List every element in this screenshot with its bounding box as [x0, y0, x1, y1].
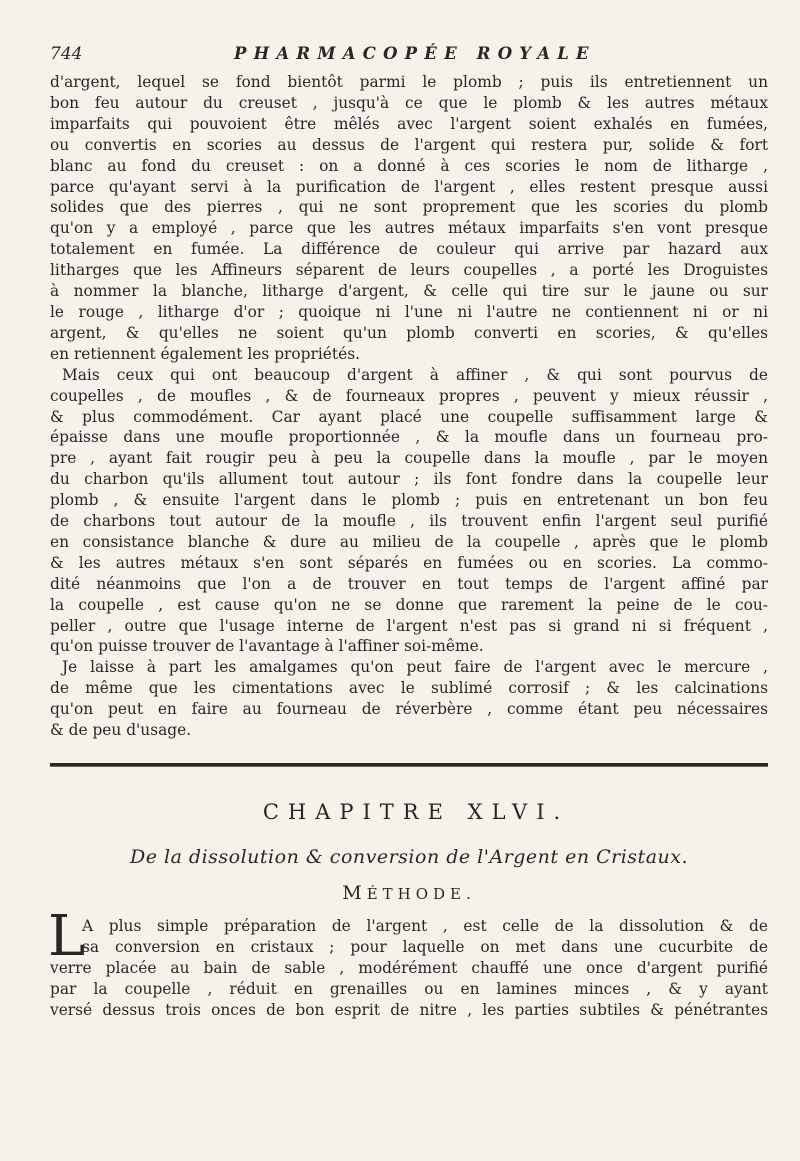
text-line: peller , outre que l'usage interne de l'argent n'est pas si grand ni si fréquent , — [50, 616, 768, 635]
text-line: coupelles , de moufles , & de fourneaux propres , peuvent y mieux réussir , — [50, 386, 768, 405]
running-head — [50, 44, 768, 66]
method-heading-initial: M — [342, 882, 367, 904]
text-line: blanc au fond du creuset : on a donné à ces scories le nom de litharge , — [50, 156, 768, 175]
text-line: parce qu'ayant servi à la purification de l'argent , elles restent presque aussi — [50, 177, 768, 196]
text-line: à nommer la blanche, litharge d'argent, & celle qui tire sur le jaune ou sur — [50, 282, 768, 301]
text-line: imparfaits qui pouvoient être mêlés avec l'argent soient exhalés en fumées, — [50, 114, 768, 133]
paragraph-3 — [50, 657, 768, 741]
text-line: en consistance blanche & dure au milieu de la coupelle , après que le plomb — [50, 532, 768, 551]
text-line: A plus simple préparation de l'argent , est celle de la dissolution & de — [82, 917, 768, 935]
text-line: Je laisse à part les amalgames qu'on peut faire de l'argent avec le mercure , — [62, 658, 768, 677]
text-line: & plus commodément. Car ayant placé une coupelle suffisamment large & — [50, 407, 768, 426]
chapter-heading: CHAPITRE XLVI. — [262, 800, 570, 824]
section-divider — [50, 763, 768, 767]
text-line: qu'on y a employé , parce que les autres métaux imparfaits s'en vont presque — [50, 219, 768, 238]
running-title: PHARMACOPÉE ROYALE — [234, 44, 596, 63]
text-line: versé dessus trois onces de bon esprit de nitre , les parties subtiles & pénétrantes — [50, 1000, 768, 1019]
text-line: totalement en fumée. La différence de couleur qui arrive par hazard aux — [50, 240, 768, 259]
book-page — [50, 44, 768, 1021]
text-line: & les autres métaux s'en sont séparés en fumées ou en scories. La commo- — [50, 553, 768, 572]
text-line: par la coupelle , réduit en grenailles ou en lamines minces , & y ayant — [50, 979, 768, 998]
method-heading — [50, 882, 768, 904]
text-line: bon feu autour du creuset , jusqu'à ce que le plomb & les autres métaux — [50, 93, 768, 112]
text-line: du charbon qu'ils allument tout autour ; ils font fondre dans la coupelle leur — [50, 470, 768, 489]
text-line: solides que des pierres , qui ne sont proprement que les scories du plomb — [50, 198, 768, 217]
text-line: pre , ayant fait rougir peu à peu la coupelle dans la moufle , par le moyen — [50, 449, 768, 468]
text-line: sa conversion en cristaux ; pour laquelle on met dans une cucurbite de — [82, 937, 768, 956]
text-line: de charbons tout autour de la moufle , ils trouvent enfin l'argent seul purifié — [50, 512, 768, 531]
paragraph-1 — [50, 72, 768, 365]
paragraph-2 — [50, 365, 768, 658]
text-line: argent, & qu'elles ne soient qu'un plomb converti en scories, & qu'elles — [50, 323, 768, 342]
text-line: d'argent, lequel se fond bientôt parmi le plomb ; puis ils entretiennent un — [50, 73, 768, 91]
text-line: qu'on puisse trouver de l'avantage à l'affiner soi-même. — [50, 637, 484, 656]
method-heading-rest: ÉTHODE. — [366, 885, 476, 903]
page-number: 744 — [50, 44, 83, 64]
text-line: ou convertis en scories au dessus de l'argent qui restera pur, solide & fort — [50, 135, 768, 154]
drop-cap: L — [48, 904, 86, 969]
text-line: épaisse dans une moufle proportionnée , & la moufle dans un fourneau pro- — [50, 428, 768, 447]
text-line: Mais ceux qui ont beaucoup d'argent à affiner , & qui sont pourvus de — [62, 365, 768, 384]
text-line: de même que les cimentations avec le sublimé corrosif ; & les calcinations — [50, 679, 768, 698]
text-line: verre placée au bain de sable , modérément chauffé une once d'argent purifié — [50, 958, 768, 977]
method-paragraph — [48, 904, 768, 1021]
chapter-subtitle: De la dissolution & conversion de l'Argent en Cristaux. — [129, 846, 689, 868]
text-line: dité néanmoins que l'on a de trouver en tout temps de l'argent affiné par — [50, 574, 768, 593]
text-line: le rouge , litharge d'or ; quoique ni l'une ni l'autre ne contiennent ni or ni — [50, 302, 768, 321]
text-line: & de peu d'usage. — [50, 721, 192, 740]
text-line: litharges que les Affineurs séparent de leurs coupelles , a porté les Droguistes — [50, 261, 768, 280]
text-line: plomb , & ensuite l'argent dans le plomb ; puis en entretenant un bon feu — [50, 491, 768, 510]
text-line: la coupelle , est cause qu'on ne se donne que rarement la peine de le cou- — [50, 595, 768, 614]
text-line: qu'on peut en faire au fourneau de réverbère , comme étant peu nécessaires — [50, 700, 768, 719]
text-line: en retiennent également les propriétés. — [50, 344, 360, 363]
